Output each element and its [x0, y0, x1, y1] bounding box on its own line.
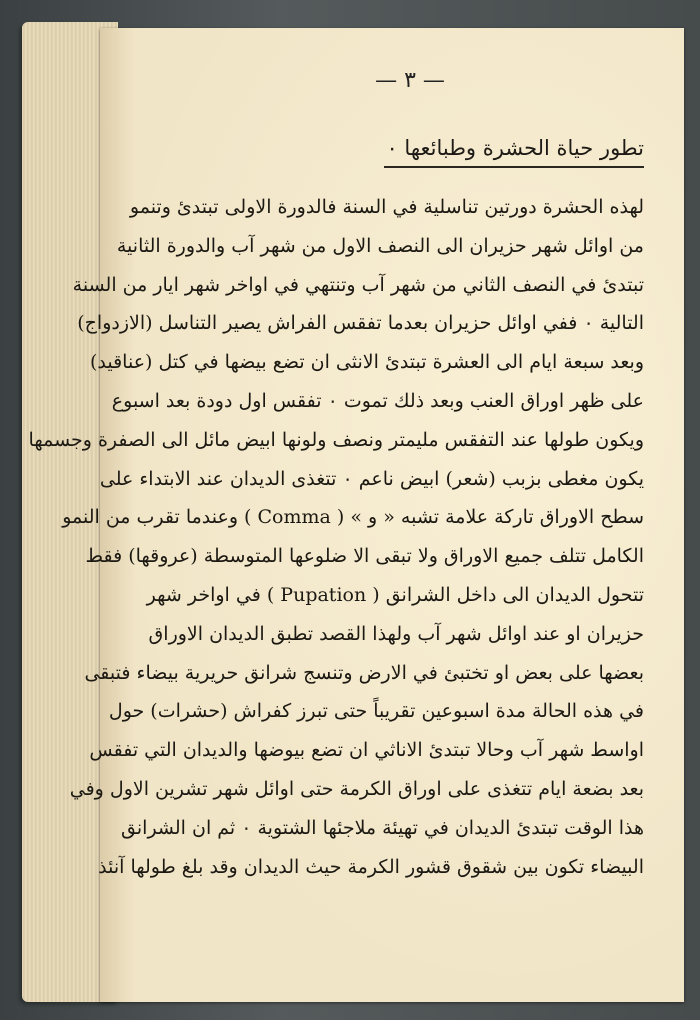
body-text [28, 188, 644, 886]
text-line: بعضها على بعض او تختبئ في الارض وتنسج شرانق حريرية بيضاء فتبقى [84, 661, 644, 684]
text-line: بعد بضعة ايام تتغذى على اوراق الكرمة حتى اوائل شهر تشرين الاول وفي [69, 777, 644, 800]
section-heading-wrap [384, 136, 644, 168]
text-line: هذا الوقت تبتدئ الديدان في تهيئة ملاجئها الشتوية ٠ ثم ان الشرانق [121, 816, 644, 839]
text-line: يكون مغطى بزبب (شعر) ابيض ناعم ٠ تتغذى الديدان عند الابتداء على [99, 467, 644, 490]
text-line: ويكون طولها عند التفقس مليمتر ونصف ولونها ابيض مائل الى الصفرة وجسمها [28, 428, 644, 451]
text-line: لهذه الحشرة دورتين تناسلية في السنة فالدورة الاولى تبتدئ وتنمو [129, 196, 644, 218]
page-number: — ٣ — [375, 68, 445, 93]
text-line: سطح الاوراق تاركة علامة تشبه « و » ( Comma ) وعندما تقرب من النمو [62, 506, 644, 529]
text-line: على ظهر اوراق العنب وبعد ذلك تموت ٠ تفقس اول دودة بعد اسبوع [111, 389, 644, 412]
text-line: من اوائل شهر حزيران الى النصف الاول من شهر آب والدورة الثانية [116, 234, 644, 257]
text-line: التالية ٠ ففي اوائل حزيران بعدما تفقس الفراش يصير التناسل (الازدواج) [77, 312, 644, 335]
text-line: في هذه الحالة مدة اسبوعين تقريباً حتى تبرز كفراش (حشرات) حول [108, 700, 644, 723]
text-line: اواسط شهر آب وحالا تبتدئ الاناثي ان تضع بيوضها والديدان التي تفقس [89, 739, 644, 762]
text-line: تتحول الديدان الى داخل الشرانق ( Pupation ) في اواخر شهر [146, 583, 644, 606]
text-line: وبعد سبعة ايام الى العشرة تبتدئ الانثى ان تضع بيضها في كتل (عناقيد) [89, 351, 644, 374]
section-heading: تطور حياة الحشرة وطبائعها ٠ [386, 136, 644, 160]
text-line: الكامل تتلف جميع الاوراق ولا تبقى الا ضلوعها المتوسطة (عروقها) فقط [85, 545, 644, 568]
text-line: حزيران او عند اوائل شهر آب ولهذا القصد تطبق الديدان الاوراق [148, 622, 644, 645]
text-line: تبتدئ في النصف الثاني من شهر آب وتنتهي في اواخر شهر ايار من السنة [72, 273, 644, 296]
text-line: البيضاء تكون بين شقوق قشور الكرمة حيث الديدان وقد بلغ طولها آنئذ [98, 855, 644, 878]
book-page [28, 28, 684, 1002]
